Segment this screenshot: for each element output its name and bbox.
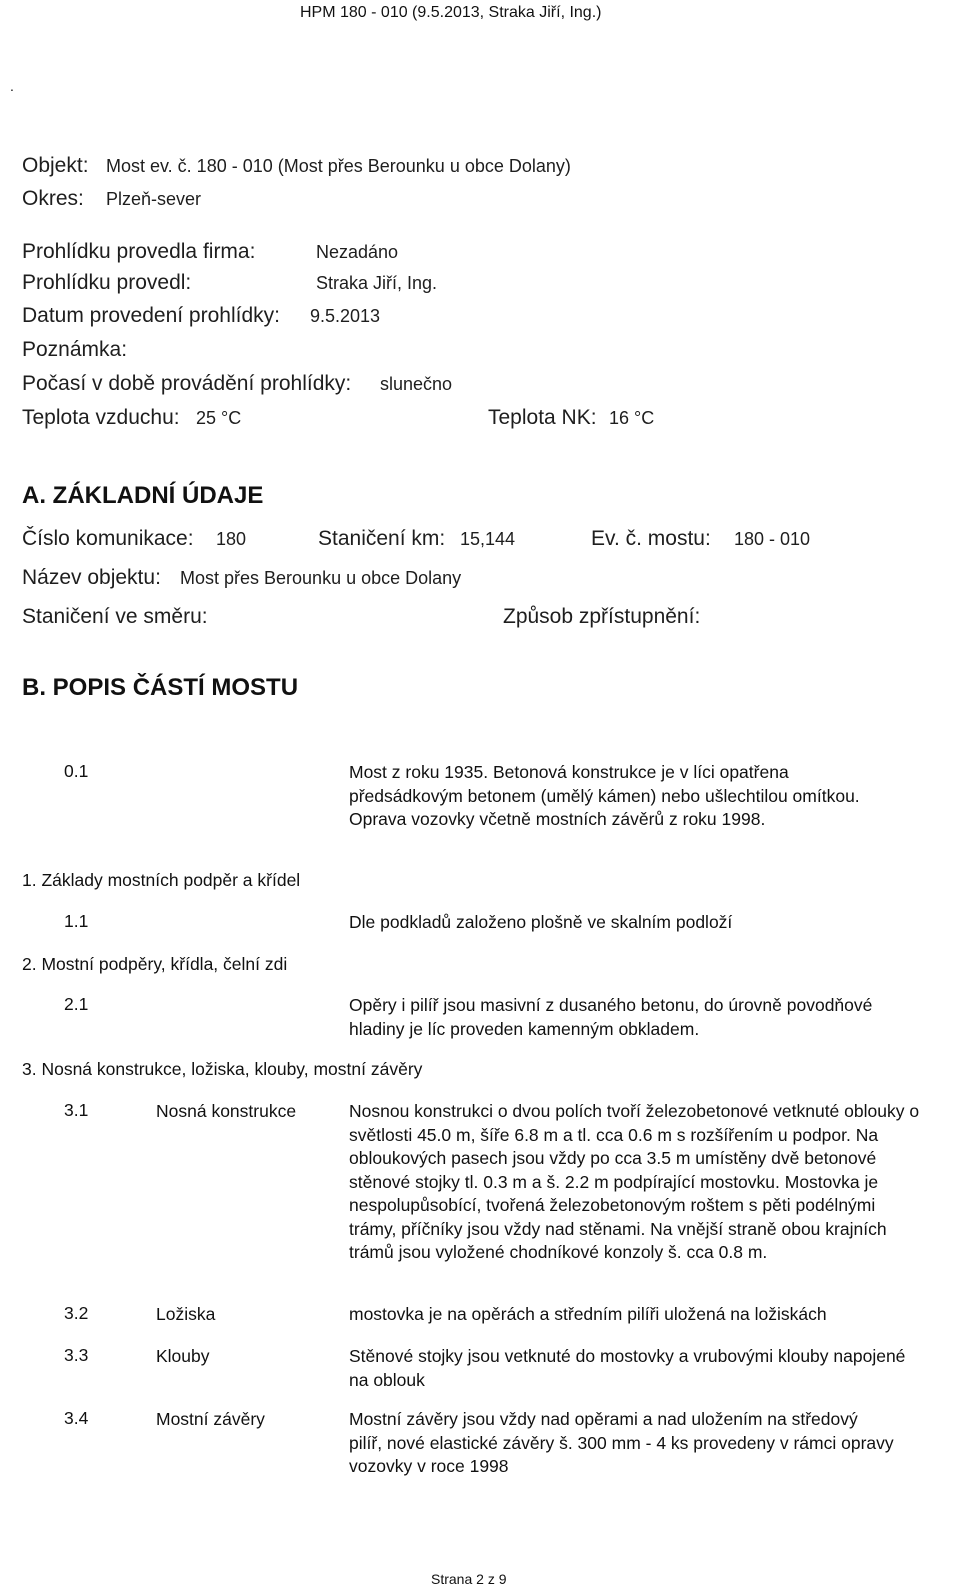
item-3-2-text: mostovka je na opěrách a středním pilíři uložená na ložiskách: [349, 1304, 827, 1324]
item-2-1-text: Opěry i pilíř jsou masivní z dusaného betonu, do úrovně povodňové hladiny je líc proveden kamenným obkladem.: [349, 995, 873, 1039]
item-0-1-text: Most z roku 1935. Betonová konstrukce je v líci opatřena předsádkovým betonem (umělý kámen) nebo ušlechtilou omítkou. Oprava vozovky včetně mostních závěrů z roku 1998.: [349, 762, 860, 829]
item-3-1-text: Nosnou konstrukci o dvou polích tvoří železobetonové vetknuté oblouky o světlosti 45.0 m, šíře 6.8 m a tl. cca 0.6 m s rozšířením u podpor. Na obloukových pasech jsou vždy po cca 3.5 m umístěny dvě betonové stěnové stojky tl. 0.3 m a š. 2.2 m podpírající mostovku. Mostovka je nespolupůsobící, tvořená železobetonovým roštem s pěti podélnými trámy, příčníky jsou vždy nad stěnami. Na vnější straně obou krajních trámů jsou vyložené chodníkové konzoly š. cca 0.8 m.: [349, 1101, 920, 1262]
staniceni-smer-label: Staničení ve směru:: [22, 605, 208, 628]
firma-label: Prohlídku provedla firma:: [22, 240, 256, 263]
header-dot: .: [10, 78, 14, 94]
item-1-1-number: 1.1: [64, 911, 89, 931]
objekt-value: Most ev. č. 180 - 010 (Most přes Berounku u obce Dolany): [106, 156, 571, 176]
cislo-komunikace-label: Číslo komunikace:: [22, 527, 194, 550]
teplota-vzduchu-value: 25 °C: [196, 408, 242, 428]
teplota-nk-value: 16 °C: [609, 408, 655, 428]
item-3-4-number: 3.4: [64, 1408, 89, 1428]
item-3-4-text: Mostní závěry jsou vždy nad opěrami a nad uložením na středový pilíř, nové elastické závěry š. 300 mm - 4 ks provedeny v rámci opravy vozovky v roce 1998: [349, 1409, 894, 1476]
okres-value: Plzeň-sever: [106, 189, 202, 209]
section-a-title: A. ZÁKLADNÍ ÚDAJE: [22, 482, 264, 509]
nazev-objektu-value: Most přes Berounku u obce Dolany: [180, 568, 462, 588]
page-header-title: HPM 180 - 010 (9.5.2013, Straka Jiří, Ing.): [300, 4, 602, 21]
section-b-title: B. POPIS ČÁSTÍ MOSTU: [22, 674, 299, 701]
item-1-1-text: Dle podkladů založeno plošně ve skalním podloží: [349, 912, 733, 932]
ev-cislo-value: 180 - 010: [734, 529, 811, 549]
pocasi-value: slunečno: [380, 374, 453, 394]
group-2-heading: 2. Mostní podpěry, křídla, čelní zdi: [22, 954, 288, 974]
item-2-1-number: 2.1: [64, 994, 89, 1014]
pocasi-label: Počasí v době provádění prohlídky:: [22, 372, 352, 395]
nazev-objektu-label: Název objektu:: [22, 566, 161, 589]
objekt-label: Objekt:: [22, 154, 89, 177]
okres-label: Okres:: [22, 187, 84, 210]
item-3-1-name: Nosná konstrukce: [156, 1101, 297, 1121]
item-3-2-name: Ložiska: [156, 1304, 216, 1324]
item-3-3-name: Klouby: [156, 1346, 210, 1366]
item-0-1-number: 0.1: [64, 761, 89, 781]
item-3-1-number: 3.1: [64, 1100, 89, 1120]
provedl-label: Prohlídku provedl:: [22, 271, 192, 294]
firma-value: Nezadáno: [316, 242, 399, 262]
datum-value: 9.5.2013: [310, 306, 381, 326]
datum-label: Datum provedení prohlídky:: [22, 304, 280, 327]
cislo-komunikace-value: 180: [216, 529, 247, 549]
item-3-4-name: Mostní závěry: [156, 1409, 265, 1429]
item-3-3-number: 3.3: [64, 1345, 89, 1365]
item-3-3-text: Stěnové stojky jsou vetknuté do mostovky a vrubovými klouby napojené na oblouk: [349, 1346, 906, 1390]
poznamka-label: Poznámka:: [22, 338, 128, 361]
staniceni-km-value: 15,144: [460, 529, 516, 549]
staniceni-km-label: Staničení km:: [318, 527, 446, 550]
provedl-value: Straka Jiří, Ing.: [316, 273, 438, 293]
ev-cislo-label: Ev. č. mostu:: [591, 527, 711, 550]
group-1-heading: 1. Základy mostních podpěr a křídel: [22, 870, 301, 890]
group-3-heading: 3. Nosná konstrukce, ložiska, klouby, mostní závěry: [22, 1059, 423, 1079]
teplota-nk-label: Teplota NK:: [488, 406, 597, 429]
teplota-vzduchu-label: Teplota vzduchu:: [22, 406, 180, 429]
item-3-2-number: 3.2: [64, 1303, 89, 1323]
page-number: Strana 2 z 9: [431, 1571, 507, 1587]
zpusob-zpristupneni-label: Způsob zpřístupnění:: [503, 605, 701, 628]
